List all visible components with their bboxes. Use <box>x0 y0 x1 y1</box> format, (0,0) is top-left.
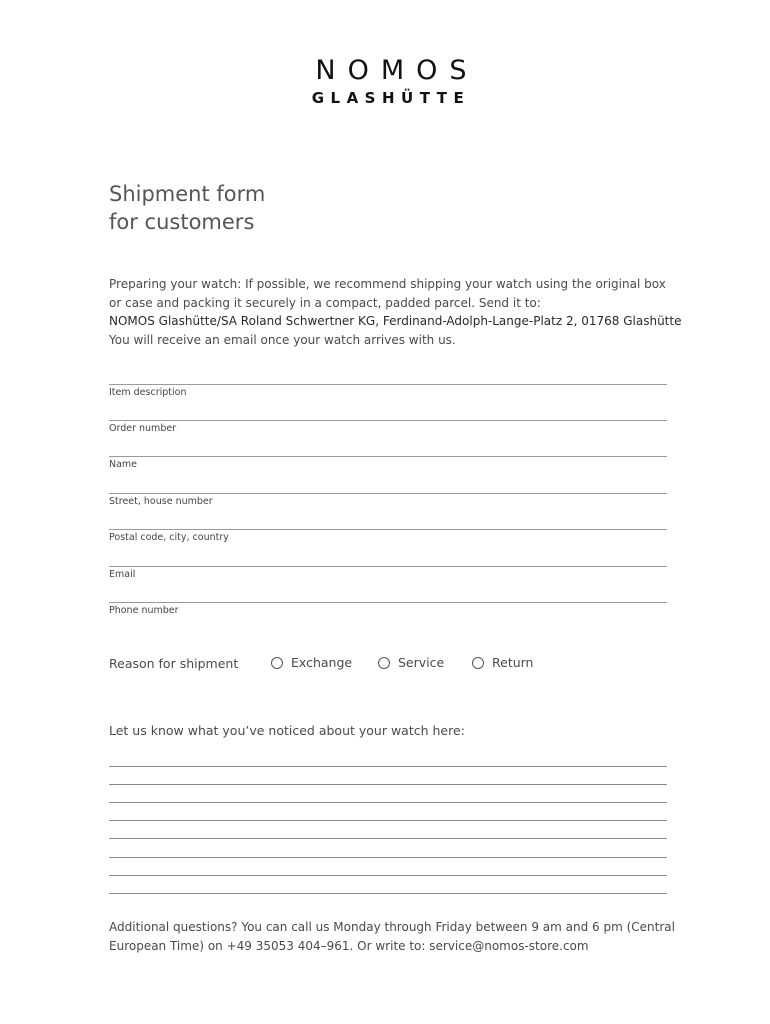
order-number-field[interactable] <box>109 420 667 451</box>
reason-option-return[interactable] <box>472 655 533 670</box>
intro-line: You will receive an email once your watch arrives with us. <box>109 332 456 347</box>
name-field[interactable] <box>109 456 667 487</box>
footer-line: European Time) on +49 35053 404–961. Or write to: service@nomos-store.com <box>109 938 589 953</box>
field-label: Email <box>109 569 136 580</box>
option-label: Exchange <box>291 655 353 670</box>
notes-line[interactable] <box>109 893 667 894</box>
footer-line: Additional questions? You can call us Monday through Friday between 9 am and 6 pm (Central <box>109 920 675 934</box>
intro-line: or case and packing it securely in a compact, padded parcel. Send it to: <box>109 295 541 310</box>
field-label: Name <box>109 459 138 470</box>
field-label: Item description <box>109 387 187 398</box>
reason-label: Reason for shipment <box>109 656 239 671</box>
field-label: Postal code, city, country <box>109 532 229 543</box>
field-label: Phone number <box>109 605 179 616</box>
intro-line: Preparing your watch: If possible, we recommend shipping your watch using the original box <box>109 277 666 291</box>
option-label: Service <box>398 655 445 670</box>
street-field[interactable] <box>109 493 667 524</box>
notice-prompt: Let us know what you’ve noticed about your watch here: <box>109 723 465 738</box>
phone-number-field[interactable] <box>109 602 667 633</box>
field-label: Street, house number <box>109 496 213 507</box>
notes-line[interactable] <box>109 766 667 767</box>
page-title-line-1: Shipment form <box>109 182 266 206</box>
notes-line[interactable] <box>109 875 667 876</box>
radio-circle-icon[interactable] <box>271 657 283 669</box>
footer-contact <box>109 918 674 955</box>
brand-subtitle: GLASHÜTTE <box>311 89 471 107</box>
page-title <box>109 180 265 236</box>
notes-line[interactable] <box>109 820 667 821</box>
notes-line[interactable] <box>109 784 667 785</box>
notes-line[interactable] <box>109 857 667 858</box>
item-description-field[interactable] <box>109 384 667 415</box>
email-field[interactable] <box>109 566 667 597</box>
postal-code-field[interactable] <box>109 529 667 560</box>
field-label: Order number <box>109 423 177 434</box>
shipping-address: NOMOS Glashütte/SA Roland Schwertner KG, Ferdinand-Adolph-Lange-Platz 2, 01768 Glashütte <box>109 314 682 328</box>
reason-option-service[interactable] <box>378 655 444 670</box>
intro-text <box>109 275 682 349</box>
notes-line[interactable] <box>109 802 667 803</box>
radio-circle-icon[interactable] <box>378 657 390 669</box>
option-label: Return <box>492 655 534 670</box>
notes-line[interactable] <box>109 838 667 839</box>
page-title-line-2: for customers <box>109 210 255 234</box>
brand-logo: NOMOS <box>315 55 479 86</box>
reason-option-exchange[interactable] <box>271 655 352 670</box>
radio-circle-icon[interactable] <box>472 657 484 669</box>
